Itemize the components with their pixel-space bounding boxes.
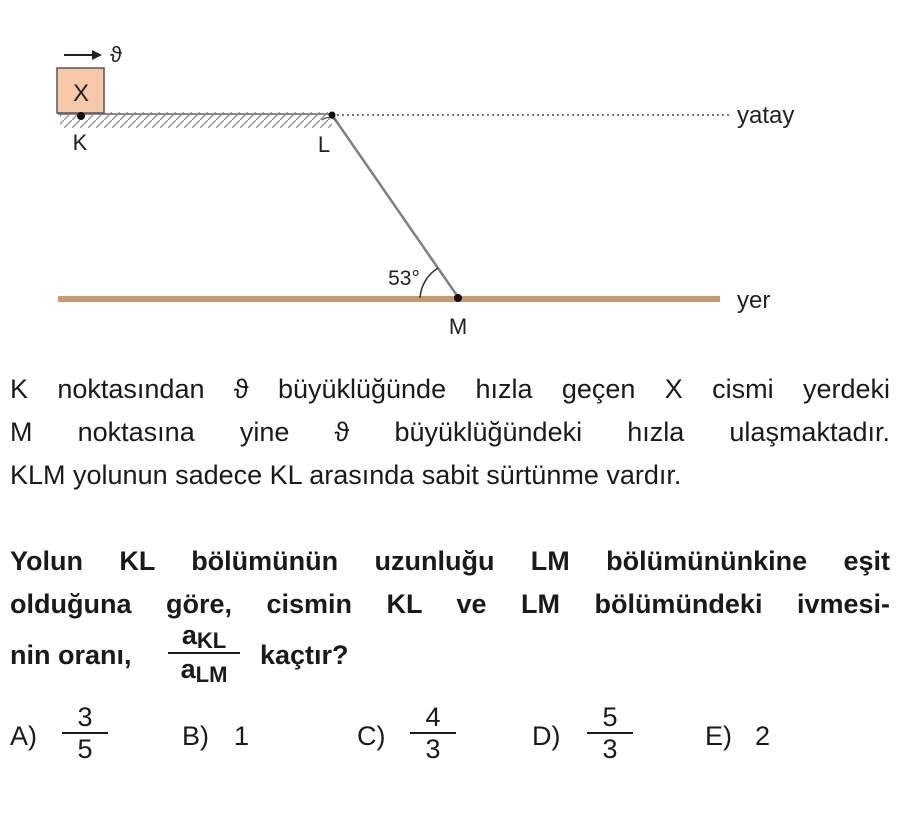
choice-a-numerator: 3 — [77, 702, 93, 732]
ratio-numerator: aKL — [181, 620, 227, 653]
velocity-symbol: ϑ — [109, 42, 123, 67]
block-label: X — [72, 80, 90, 107]
question-line-3-after: kaçtır? — [260, 640, 349, 670]
acceleration-ratio — [168, 620, 240, 686]
choice-c-fraction — [410, 702, 456, 764]
choice-c-numerator: 4 — [425, 702, 441, 732]
point-k-dot — [77, 112, 85, 120]
angle-label: 53° — [388, 267, 420, 290]
velocity-arrowhead-icon — [92, 50, 102, 60]
choice-d-letter: D) — [532, 721, 561, 751]
point-m-dot — [454, 294, 462, 302]
ground-line — [58, 296, 720, 302]
choice-c-letter: C) — [357, 721, 386, 751]
statement-line-3: KLM yolunun sadece KL arasında sabit sürtünme vardır. — [10, 460, 682, 490]
statement-line-2: M noktasına yine ϑ büyüklüğündeki hızla ulaşmaktadır. — [10, 417, 890, 447]
question-line-2: olduğuna göre, cismin KL ve LM bölümündeki ivmesi- — [10, 589, 890, 619]
answer-choices — [10, 700, 890, 780]
statement-line-1: K noktasından ϑ büyüklüğünde hızla geçen X cismi yerdeki — [10, 374, 890, 404]
question-line-1: Yolun KL bölümünün uzunluğu LM bölümününkine eşit — [10, 546, 890, 576]
choice-b-letter: B) — [182, 721, 209, 751]
point-l-dot — [329, 112, 336, 119]
horizontal-label: yatay — [737, 102, 795, 129]
problem-statement — [10, 368, 890, 497]
question-line-3-before: nin oranı, — [10, 640, 132, 670]
point-m-label: M — [448, 314, 468, 339]
angle-arc — [420, 268, 438, 298]
question-text — [10, 540, 890, 626]
choice-d-denominator: 3 — [602, 734, 618, 764]
physics-diagram — [0, 0, 905, 360]
choice-a-denominator: 5 — [77, 734, 93, 764]
choice-a-fraction — [62, 702, 108, 764]
choice-a-letter: A) — [10, 721, 37, 751]
choice-e-letter: E) — [705, 721, 732, 751]
point-k-label: K — [72, 130, 88, 155]
choice-c-denominator: 3 — [425, 734, 441, 764]
choice-e-value: 2 — [755, 721, 771, 751]
point-l-label: L — [317, 132, 331, 157]
choice-d-fraction — [587, 702, 633, 764]
choice-b-value: 1 — [234, 721, 250, 751]
question-line-3 — [10, 620, 710, 690]
ratio-denominator: aLM — [180, 654, 228, 687]
ground-label: yer — [737, 287, 771, 314]
choice-d-numerator: 5 — [602, 702, 618, 732]
